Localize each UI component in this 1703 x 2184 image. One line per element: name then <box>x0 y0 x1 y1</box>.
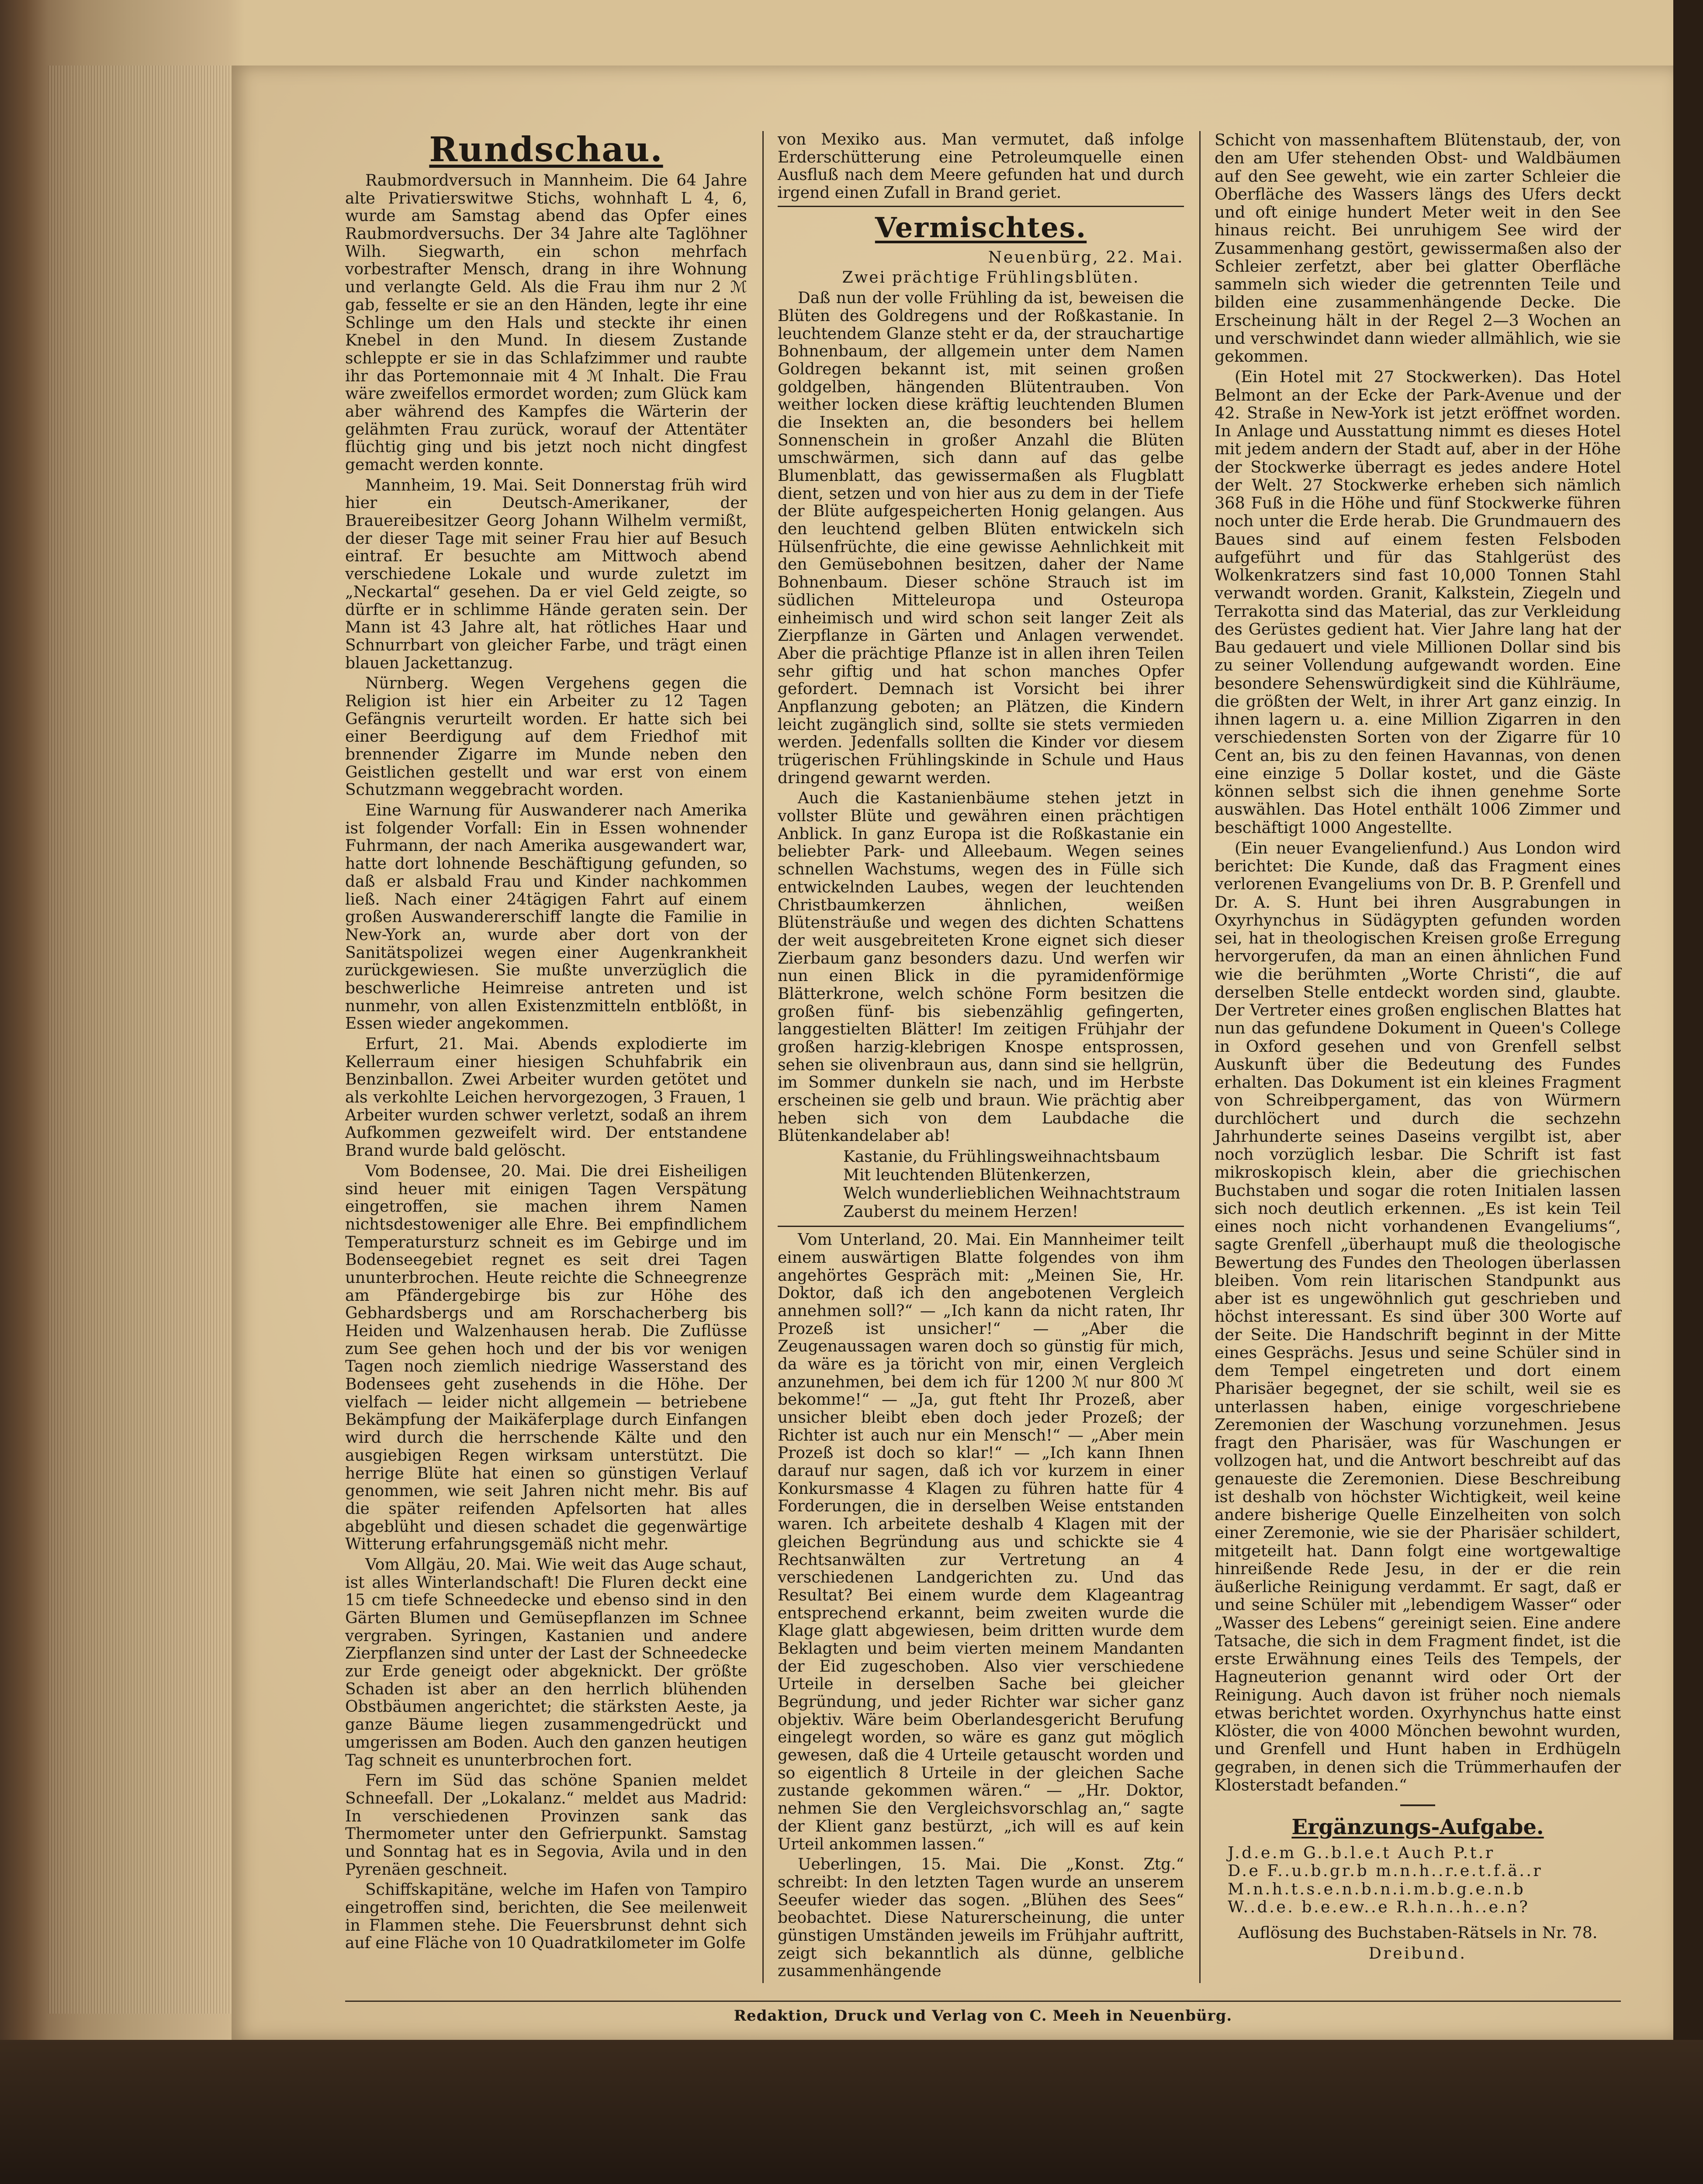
article-hotel: (Ein Hotel mit 27 Stockwerken). Das Hotel Belmont an der Ecke der Park-Avenue und der 42. Straße in New-York ist jetzt eröffnet worden. In Anlage und Ausstattung nimmt es dieses Hotel mit jedem andern der Stadt auf, aber in der Höhe der Stockwerke überragt es jedes andere Hotel der Welt. 27 Stockwerke erheben sich nämlich 368 Fuß in die Höhe und fünf Stockwerke führen noch unter die Erde herab. Die Grundmauern des Baues sind auf einem festen Felsboden aufgeführt und für das Stahlgerüst des Wolkenkratzers sind fast 10,000 Tonnen Stahl verwandt worden. Granit, Kalkstein, Ziegeln und Terrakotta sind das Material, das zur Verkleidung des Gerüstes gedient hat. Vier Jahre lang hat der Bau gedauert und viele Millionen Dollar sind bis zu seiner Vollendung aufgewandt worden. Eine besondere Sehenswürdigkeit sind die Kühlräume, die größten der Welt, in ihrer Art ganz einzig. In ihnen lagern u. a. eine Million Zigarren in den verschiedensten Sorten von der Zigarre für 10 Cent an, bis zu den feinen Havannas, von denen eine einzige 5 Dollar kostet, und die Gäste können selbst sich die ihnen genehme Sorte auswählen. Das Hotel enthält 1006 Zimmer und beschäftigt 1000 Angestellte. <box>1215 367 1621 837</box>
article-goldregen: Daß nun der volle Frühling da ist, beweisen die Blüten des Goldregens und der Roßkastanie. In leuchtendem Glanze steht er da, der strauchartige Bohnenbaum, der allgemein unter dem Namen Goldregen bekannt ist, mit seinen großen goldgelben, hängenden Blütentrauben. Von weither locken diese kräftig leuchtenden Blumen die Insekten an, die besonders bei hellem Sonnenschein in großer Anzahl die Blüten umschwärmen, sich dann auf das gelbe Blumenblatt, das gewissermaßen als Flugblatt dient, setzen und von hier aus zu dem in der Tiefe der Blüte aufgespeicherten Honig gelangen. Aus den leuchtend gelben Blüten entwickeln sich Hülsenfrüchte, die eine gewisse Aehnlichkeit mit den Gemüsebohnen besitzen, daher der Name Bohnenbaum. Dieser schöne Strauch ist im südlichen Mitteleuropa und Osteuropa einheimisch und wird schon seit langer Zeit als Zierpflanze in Gärten und Anlagen verwendet. Aber die prächtige Pflanze ist in allen ihren Teilen sehr giftig und hat schon manches Opfer gefordert. Demnach ist Vorsicht bei ihrer Anpflanzung geboten; an Plätzen, die Kindern leicht zugänglich sind, sollte sie stets vermieden werden. Jedenfalls sollten die Kinder vor diesem trügerischen Frühlingskinde in Schule und Haus dringend gewarnt werden. <box>778 289 1184 787</box>
page-stack-edges <box>48 66 232 2014</box>
puzzle-line: W..d.e. b.e.ew..e R.h.n..h..e.n? <box>1228 1897 1530 1916</box>
puzzle-line: D.e F..u.b.gr.b m.n.h..r.e.t.f.ä..r <box>1228 1861 1543 1880</box>
puzzle-title: Ergänzungs-Aufgabe. <box>1291 1815 1544 1839</box>
article-ueberlingen-continued: Schicht von massenhaftem Blütenstaub, der, von den am Ufer stehenden Obst- und Waldbäumen auf den See geweht, wie ein zarter Schleier die Oberfläche des Wassers längs des Ufers deckt und oft einige hundert Meter weit in den See hinaus reicht. Bei unruhigem See wird der Zusammenhang gestört, gewissermaßen also der Schleier zerfetzt, aber bei glatter Oberfläche sammeln sich wieder die getrennten Teile und bilden eine zusammenhängende Decke. Die Erscheinung hält in der Regel 2—3 Wochen an und verschwindet dann wieder allmählich, wie sie gekommen. <box>1215 131 1621 366</box>
article-raubmordversuch: Raubmordversuch in Mannheim. Die 64 Jahre alte Privatierswitwe Stichs, wohnhaft L 4, 6, wurde am Samstag abend das Opfer eines Raubmordversuchs. Der 34 Jahre alte Taglöhner Wilh. Siegwarth, ein schon mehrfach vorbestrafter Mensch, drang in ihre Wohnung und verlangte Geld. Als die Frau ihm nur 2 ℳ gab, fesselte er sie an den Händen, legte ihr eine Schlinge um den Hals und steckte ihr einen Knebel in den Mund. In diesem Zustande schleppte er sie in das Schlafzimmer und raubte ihr das Portemonnaie mit 4 ℳ Inhalt. Die Frau wäre zweifellos ermordet worden; zum Glück kam aber während des Kampfes die Wärterin der gelähmten Frau zurück, worauf der Attentäter flüchtig ging und bis jetzt noch nicht dingfest gemacht werden konnte. <box>345 172 747 474</box>
puzzle-solution-answer: Dreibund. <box>1368 1944 1467 1963</box>
article-mannheim: Mannheim, 19. Mai. Seit Donnerstag früh wird hier ein Deutsch-Amerikaner, der Brauereibesitzer Georg Johann Wilhelm vermißt, der dieser Tage mit seiner Frau hier auf Besuch eintraf. Er besuchte am Mittwoch abend verschiedene Lokale und wurde zuletzt im „Neckartal“ gesehen. Da er viel Geld zeigte, so dürfte er in schlimme Hände geraten sein. Der Mann ist 43 Jahre alt, hat rötliches Haar und Schnurrbart von gleicher Farbe, und trägt einen blauen Jackettanzug. <box>345 476 747 672</box>
dateline-neuenbuerg: Neuenbürg, 22. Mai. <box>988 248 1184 266</box>
puzzle-line: J.d.e.m G..b.l.e.t Auch P.t.r <box>1228 1843 1495 1862</box>
article-ueberlingen: Ueberlingen, 15. Mai. Die „Konst. Ztg.“ schreibt: In den letzten Tagen wurde an unserem Seeufer wieder das sogen. „Blühen des Sees“ beobachtet. Diese Naturerscheinung, die unter günstigen Umständen jeweils im Frühjahr auftritt, zeigt sich bekanntlich als dünne, gelbliche zusammenhängende <box>778 1856 1184 1980</box>
article-allgaeu: Vom Allgäu, 20. Mai. Wie weit das Auge schaut, ist alles Winterlandschaft! Die Fluren deckt eine 15 cm tiefe Schneedecke und ebenso sind in den Gärten Blumen und Gemüsepflanzen im Schnee vergraben. Syringen, Kastanien und andere Zierpflanzen sind unter der Last der Schneedecke zur Erde geneigt oder abgeknickt. Der größte Schaden ist aber an den herrlich blühenden Obstbäumen angerichtet; die stärksten Aeste, ja ganze Bäume liegen zusammengedrückt und umgerissen am Boden. Auch den ganzen heutigen Tag schneit es ununterbrochen fort. <box>345 1555 747 1769</box>
poem-line: Zauberst du meinem Herzen! <box>843 1203 1079 1221</box>
short-rule <box>1400 1804 1435 1806</box>
column-3 <box>1215 131 1621 1965</box>
column-divider-2 <box>1199 131 1201 1983</box>
article-nuernberg: Nürnberg. Wegen Vergehens gegen die Religion ist hier ein Arbeiter zu 12 Tagen Gefängnis verurteilt worden. Er hatte sich bei einer Beerdigung auf dem Friedhof mit brennender Zigarre im Munde neben den Geistlichen gestellt und war erst von einem Schutzmann weggebracht worden. <box>345 674 747 799</box>
puzzle-line: M.n.h.t.s.e.n.b.n.i.m.b.g.e.n.b <box>1228 1879 1526 1898</box>
section-divider <box>778 206 1184 207</box>
bottom-shadow <box>0 2040 1703 2184</box>
column-1 <box>345 131 747 1955</box>
footer-rule <box>345 2001 1621 2002</box>
section-title-rundschau: Rundschau. <box>429 130 663 169</box>
article-kastanie: Auch die Kastanienbäume stehen jetzt in vollster Blüte und gewähren einen prächtigen Anblick. In ganz Europa ist die Roßkastanie ein beliebter Park- und Alleebaum. Wegen seines schnellen Wachstums, wegen des in Fülle sich entwickelnden Laubes, wegen der leuchtenden Christbaumkerzen ähnlichen, weißen Blütensträuße und wegen des dichten Schattens der weit ausgebreiteten Krone eignet sich dieser Zierbaum ganz besonders dazu. Und werfen wir nun einen Blick in die pyramidenförmige Blätterkrone, welch schöne Form besitzen die großen fünf- bis siebenzählig gefingerten, langgestielten Blätter! Im zeitigen Frühjahr der großen harzig-klebrigen Knospe entsprossen, sehen sie olivenbraun aus, dann sind sie hellgrün, im Sommer dunkeln sie nach, und im Herbste erscheinen sie gelb und braun. Wie prächtig aber heben sich von dem Laubdache die Blütenkandelaber ab! <box>778 789 1184 1145</box>
column-2 <box>778 131 1184 1983</box>
poem-line: Welch wunderlieblichen Weihnachtstraum <box>843 1185 1180 1203</box>
puzzle-lines <box>1215 1844 1621 1916</box>
article-unterland: Vom Unterland, 20. Mai. Ein Mannheimer teilt einem auswärtigen Blatte folgendes von ihm angehörtes Gespräch mit: „Meinen Sie, Hr. Doktor, daß ich den angebotenen Vergleich annehmen soll?“ — „Ich kann da nicht raten, Ihr Prozeß ist unsicher!“ — „Aber die Zeugenaussagen waren doch so günstig für mich, da wäre es ja töricht von mir, einen Vergleich anzunehmen, bei dem ich für 1200 ℳ nur 800 ℳ bekomme!“ — „Ja, gut fteht Ihr Prozeß, aber unsicher bleibt eben doch jeder Prozeß; der Richter ist auch nur ein Mensch!“ — „Aber mein Prozeß ist doch so klar!“ — „Ich kann Ihnen darauf nur sagen, daß ich vor kurzem in einer Konkursmasse 4 Klagen zu führen hatte für 4 Forderungen, die in derselben Weise entstanden waren. Ich arbeitete deshalb 4 Klagen mit der gleichen Begründung aus und schickte sie 4 Rechtsanwälten zur Vertretung an 4 verschiedenen Landgerichten zu. Und das Resultat? Bei einem wurde dem Klageantrag entsprechend erkannt, beim zweiten wurde die Klage glatt abgewiesen, beim dritten wurde dem Beklagten und beim vierten meinem Mandanten der Eid zugeschoben. Also vier verschiedene Urteile in derselben Sache bei gleicher Begründung, und jeder Richter war sicher ganz objektiv. Wäre beim Oberlandesgericht Berufung eingelegt worden, so wäre es ganz gut möglich gewesen, daß die 4 Urteile getauscht worden und so eigentlich 8 Urteile in der gleichen Sache zustande gekommen wären.“ — „Hr. Doktor, nehmen Sie den Vergleichsvorschlag an,“ sagte der Klient ganz bestürzt, „ich will es auf kein Urteil ankommen lassen.“ <box>778 1231 1184 1853</box>
poem-line: Mit leuchtenden Blütenkerzen, <box>843 1166 1091 1185</box>
puzzle-solution-label: Auflösung des Buchstaben-Rätsels in Nr. 78. <box>1238 1923 1598 1942</box>
right-gutter <box>1673 0 1703 2184</box>
article-mexiko-continued: von Mexiko aus. Man vermutet, daß infolge Erderschütterung eine Petroleumquelle einen Ausfluß nach dem Meere gefunden hat und durch irgend einen Zufall in Brand geriet. <box>778 131 1184 202</box>
article-spanien: Fern im Süd das schöne Spanien meldet Schneefall. Der „Lokalanz.“ meldet aus Madrid: In verschiedenen Provinzen sank das Thermometer unter den Gefrierpunkt. Samstag und Sonntag hat es in Segovia, Avila und in den Pyrenäen geschneit. <box>345 1772 747 1879</box>
article-schiffskapitaene: Schiffskapitäne, welche im Hafen von Tampiro eingetroffen sind, berichten, die See meilenweit in Flammen stehe. Die Feuersbrunst dehnt sich auf eine Fläche von 10 Quadratkilometer im Golfe <box>345 1881 747 1952</box>
section-title-vermischtes: Vermischtes. <box>875 211 1087 244</box>
poem <box>843 1148 1184 1221</box>
article-subtitle: Zwei prächtige Frühlingsblüten. <box>842 269 1140 287</box>
section-divider <box>778 1226 1184 1227</box>
publisher-footer: Redaktion, Druck und Verlag von C. Meeh in Neuenbürg. <box>734 2007 1232 2025</box>
article-auswanderer: Eine Warnung für Auswanderer nach Amerika ist folgender Vorfall: Ein in Essen wohnender Fuhrmann, der nach Amerika ausgewandert war, hatte dort lohnende Beschäftigung gefunden, so daß er alsbald Frau und Kinder nachkommen ließ. Nach einer 24tägigen Fahrt auf einem großen Auswandererschiff langte die Familie in New-York an, wurde aber dort von der Sanitätspolizei wegen einer Augenkrankheit zurückgewiesen. Sie mußte unverzüglich die beschwerliche Heimreise antreten und ist nunmehr, von allen Existenzmitteln entblößt, in Essen wieder angekommen. <box>345 802 747 1033</box>
column-divider-1 <box>762 131 764 1983</box>
article-evangelienfund: (Ein neuer Evangelienfund.) Aus London wird berichtet: Die Kunde, daß das Fragment eines verlorenen Evangeliums von Dr. B. P. Grenfell und Dr. A. S. Hunt bei ihren Ausgrabungen in Oxyrhynchus in Südägypten gefunden worden sei, hat in theologischen Kreisen große Erregung hervorgerufen, da man an einen ähnlichen Fund wie die berühmten „Worte Christi“, die auf derselben Stelle entdeckt worden sind, glaubte. Der Vertreter eines großen englischen Blattes hat nun das gefundene Dokument in Queen's College in Oxford gesehen und von Grenfell selbst Auskunft über die Bedeutung des Fundes erhalten. Das Dokument ist ein kleines Fragment von Schreibpergament, das von Würmern durchlöchert und durch die sechzehn Jahrhunderte seines Daseins vergilbt ist, aber noch vorzüglich lesbar. Die Schrift ist fast mikroskopisch klein, aber die griechischen Buchstaben und sogar die roten Initialen lassen sich noch deutlich erkennen. „Es ist kein Teil eines noch nicht vorhandenen Evangeliums“, sagte Grenfell „überhaupt muß die theologische Bewertung des Fundes den Theologen überlassen bleiben. Vom rein litarischen Standpunkt aus aber ist es ungewöhnlich gut geschrieben und höchst interessant. Es sind über 300 Worte auf der Seite. Die Handschrift beginnt in der Mitte eines Gesprächs. Jesus und seine Schüler sind in dem Tempel eingetreten und dort einem Pharisäer begegnet, der sie schilt, weil sie es unterlassen haben, einige vorgeschriebene Zeremonien der Waschung vorzunehmen. Jesus fragt den Pharisäer, was für Waschungen er vollzogen hat, und die Antwort beschreibt auf das genaueste die Zeremonien. Diese Beschreibung ist deshalb von höchster Wichtigkeit, weil keine andere bisherige Quelle Einzelheiten von solch einer Zeremonie, wie sie der Pharisäer schildert, mitgeteilt hat. Dann folgt eine wortgewaltige hinreißende Rede Jesu, in der er die rein äußerliche Reinigung verdammt. Er sagt, daß er und seine Schüler mit „lebendigem Wasser“ oder „Wasser des Lebens“ gereinigt seien. Eine andere Tatsache, die sich in dem Fragment findet, ist die erste Erwähnung eines Teils des Tempels, der Hagneuterion genannt wird oder Ort der Reinigung. Auch davon ist früher noch niemals etwas berichtet worden. Oxyrhynchus hatte einst Klöster, die von 4000 Mönchen bewohnt wurden, und Grenfell und Hunt haben in Erdhügeln gegraben, in denen sich die Trümmerhaufen der Klosterstadt befanden.“ <box>1215 838 1621 1794</box>
article-erfurt: Erfurt, 21. Mai. Abends explodierte im Kellerraum einer hiesigen Schuhfabrik ein Benzinballon. Zwei Arbeiter wurden getötet und als verkohlte Leichen hervorgezogen, 3 Frauen, 1 Arbeiter wurden schwer verletzt, sodaß an ihrem Aufkommen gezweifelt wird. Der entstandene Brand wurde bald gelöscht. <box>345 1035 747 1160</box>
article-bodensee: Vom Bodensee, 20. Mai. Die drei Eisheiligen sind heuer mit einigen Tagen Verspätung eingetroffen, sie machen ihrem Namen nichtsdestoweniger alle Ehre. Bei empfindlichem Temperatursturz schneit es im Gebirge und im Bodenseegebiet regnet es seit drei Tagen ununterbrochen. Heute reichte die Schneegrenze am Pfändergebirge bis zur Höhe des Gebhardsbergs und am Rorschacherberg bis Heiden und Walzenhausen herab. Die Zuflüsse zum See gehen hoch und der bis vor wenigen Tagen noch ziemlich niedrige Wasserstand des Bodensees geht zusehends in die Höhe. Der vielfach — leider nicht allgemein — betriebene Bekämpfung der Maikäferplage durch Einfangen wird durch die herrschende Kälte und den ausgiebigen Regen wirksam unterstützt. Die herrige Blüte hat einen so günstigen Verlauf genommen, wie seit Jahren nicht mehr. Bis auf die später reifenden Apfelsorten hat alles abgeblüht und diesen schadet die gegenwärtige Witterung erfahrungsgemäß nicht mehr. <box>345 1162 747 1554</box>
poem-line: Kastanie, du Frühlingsweihnachtsbaum <box>843 1148 1160 1166</box>
